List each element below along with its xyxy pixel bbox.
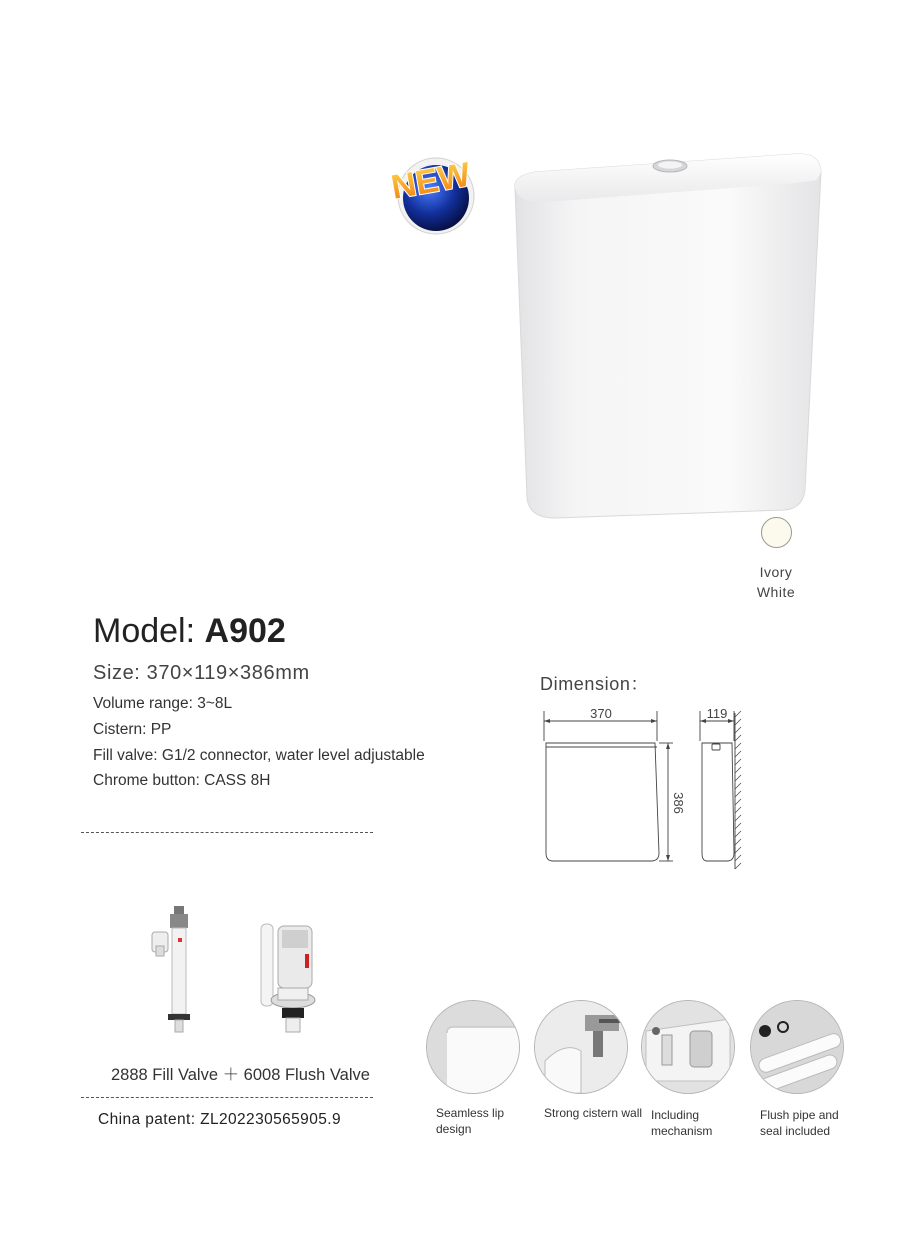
fill-and-flush-valve-image xyxy=(130,902,340,1042)
feature-flush-pipe-seal xyxy=(750,1000,844,1138)
feature-image-flush-pipe-seal xyxy=(750,1000,844,1094)
spec-cistern: Cistern: PP xyxy=(93,721,172,738)
feature-caption-flush-pipe-seal: Flush pipe and seal included xyxy=(760,1108,839,1138)
new-badge-icon xyxy=(372,148,494,238)
feature-image-mechanism xyxy=(641,1000,735,1094)
size-text: Size: 370×119×386mm xyxy=(93,662,310,684)
feature-caption-mechanism: Including mechanism xyxy=(651,1108,713,1138)
feature-caption-seamless-lip: Seamless lip design xyxy=(436,1106,505,1136)
color-label-line2: White xyxy=(756,584,796,600)
patent-number: China patent: ZL202230565905.9 xyxy=(98,1111,341,1128)
feature-image-seamless-lip xyxy=(426,1000,520,1094)
model-heading xyxy=(93,612,286,651)
feature-image-strong-wall xyxy=(534,1000,628,1094)
model-label: Model: xyxy=(93,612,196,650)
dimension-width-label: 370 xyxy=(590,706,612,721)
color-label-line1: Ivory xyxy=(759,564,793,580)
dimension-drawing xyxy=(537,703,749,873)
new-badge-text: NEW xyxy=(388,155,474,207)
feature-caption-strong-wall: Strong cistern wall xyxy=(544,1106,643,1120)
spec-chrome-button: Chrome button: CASS 8H xyxy=(93,772,271,789)
model-value: A902 xyxy=(204,612,286,650)
spec-fill-valve: Fill valve: G1/2 connector, water level adjustable xyxy=(93,747,425,764)
dimension-height-label: 386 xyxy=(671,792,686,814)
dimension-title: Dimension： xyxy=(540,674,650,694)
color-label xyxy=(740,562,812,602)
cistern-product-image xyxy=(505,150,827,528)
color-swatch-ivory-white xyxy=(761,517,792,548)
dimension-depth-label: 119 xyxy=(706,706,728,721)
patent-divider xyxy=(81,1097,373,1098)
feature-mechanism xyxy=(641,1000,735,1138)
valves-caption: 2888 Fill Valve ＋ 6008 Flush Valve xyxy=(111,1066,370,1084)
feature-strong-wall xyxy=(534,1000,643,1120)
section-divider xyxy=(81,832,373,833)
spec-volume: Volume range: 3~8L xyxy=(93,695,233,712)
feature-seamless-lip xyxy=(426,1000,520,1136)
